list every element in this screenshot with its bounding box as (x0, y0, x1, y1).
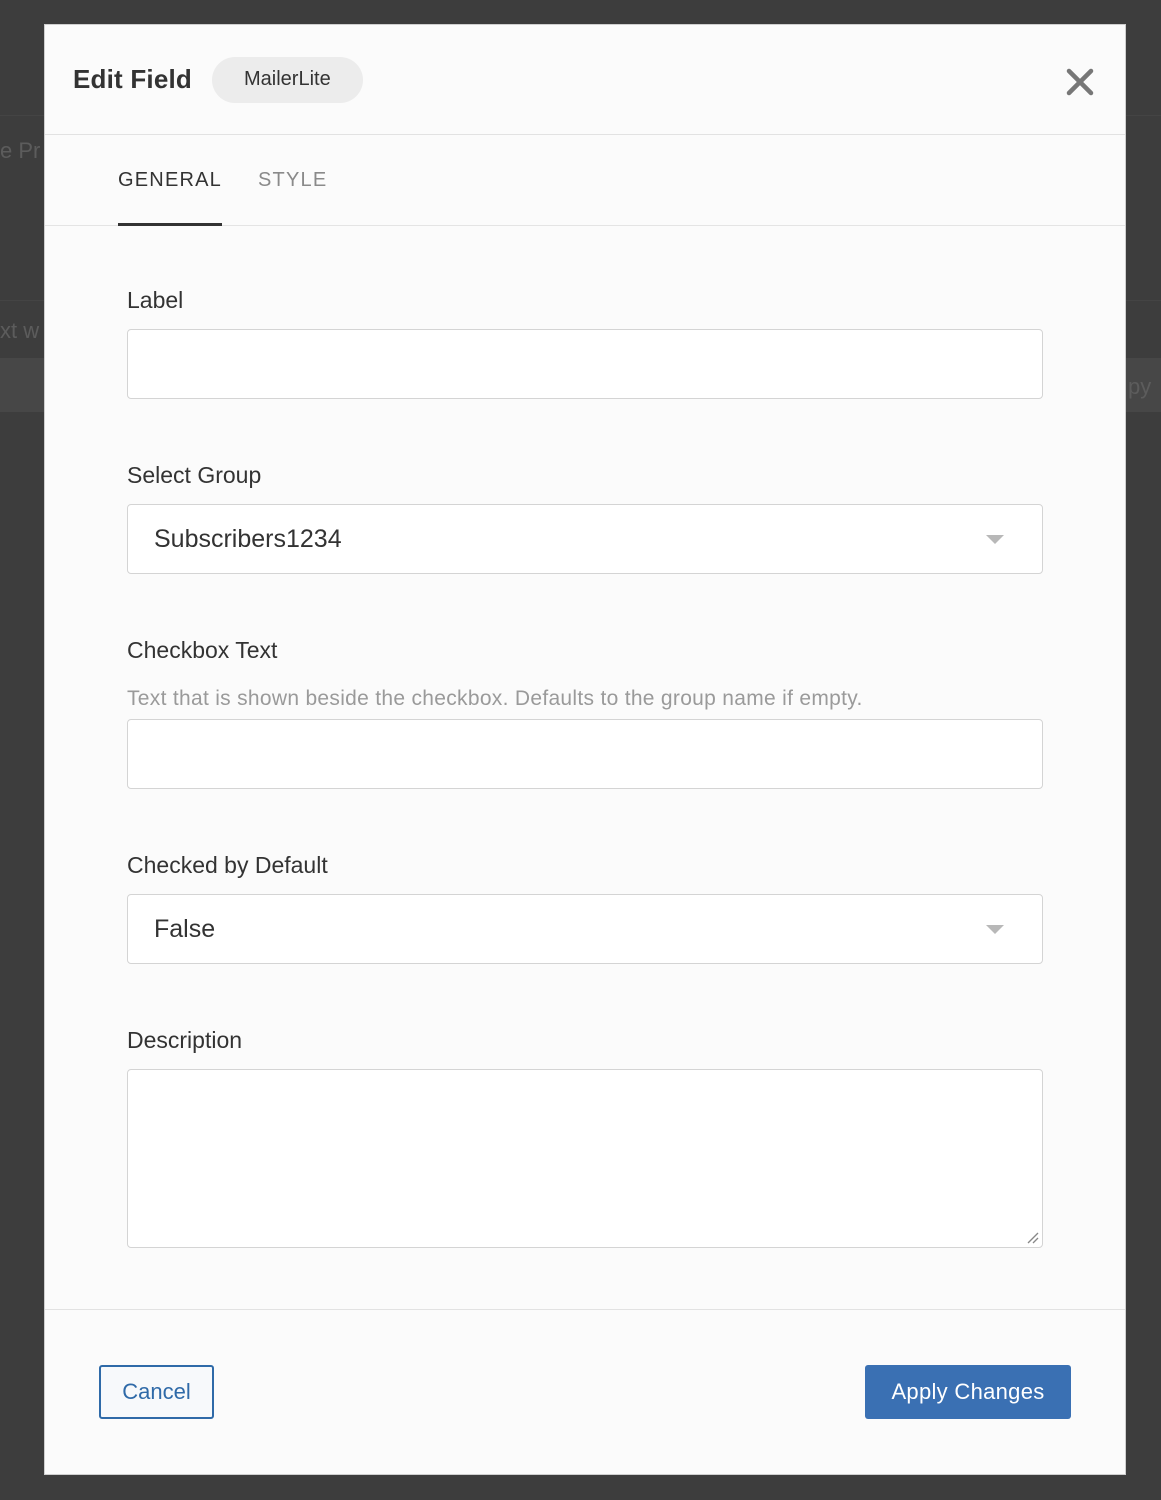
edit-field-modal (44, 24, 1126, 1475)
resize-handle-icon[interactable] (1024, 1229, 1040, 1245)
cancel-button[interactable]: Cancel (99, 1365, 214, 1419)
checked-by-default-value: False (154, 914, 216, 943)
checkbox-text-label: Checkbox Text (127, 637, 278, 663)
modal-footer (45, 1309, 1125, 1474)
checkbox-text-input[interactable] (127, 719, 1043, 789)
tab-bar (45, 135, 1125, 226)
bg-text-fragment: xt w (0, 318, 40, 343)
chevron-down-icon (986, 925, 1004, 934)
close-icon[interactable] (1063, 65, 1097, 99)
tab-general[interactable]: GENERAL (118, 135, 222, 225)
modal-header (45, 25, 1125, 135)
description-textarea[interactable] (127, 1069, 1043, 1248)
checkbox-text-help: Text that is shown beside the checkbox. Defaults to the group name if empty. (127, 687, 863, 710)
select-group-dropdown[interactable] (127, 504, 1043, 574)
select-group-label: Select Group (127, 462, 262, 488)
select-group-value: Subscribers1234 (154, 524, 342, 553)
modal-title: Edit Field (73, 64, 192, 94)
bg-text-fragment: py (1128, 374, 1152, 399)
apply-changes-button[interactable]: Apply Changes (865, 1365, 1071, 1419)
bg-text-fragment: e Pr (0, 138, 41, 163)
checked-by-default-label: Checked by Default (127, 852, 328, 878)
chevron-down-icon (986, 535, 1004, 544)
label-input[interactable] (127, 329, 1043, 399)
tab-style[interactable]: STYLE (258, 168, 328, 191)
checked-by-default-dropdown[interactable] (127, 894, 1043, 964)
integration-badge: MailerLite (212, 57, 363, 103)
description-label: Description (127, 1027, 243, 1053)
label-field-label: Label (127, 287, 184, 313)
